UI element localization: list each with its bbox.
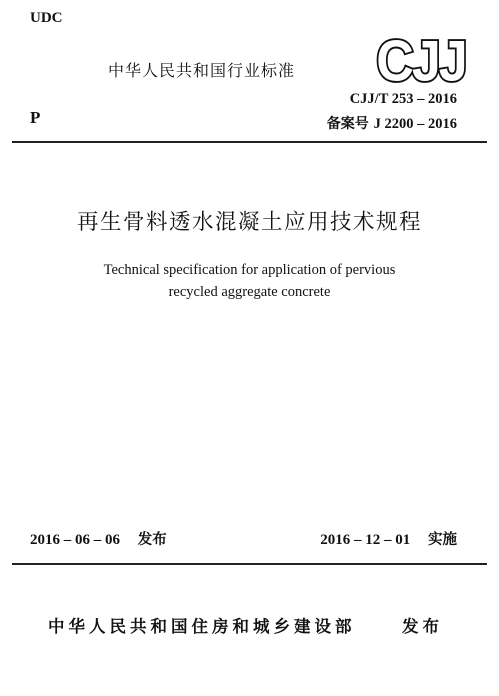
implementation-date — [320, 528, 457, 549]
cjj-logo — [376, 30, 466, 88]
record-label: 备案号 — [326, 116, 369, 132]
record-code: J 2200 – 2016 — [373, 116, 457, 132]
top-divider — [12, 141, 487, 143]
chinese-title: 再生骨料透水混凝土应用技术规程 — [76, 210, 422, 235]
english-title — [0, 259, 499, 303]
issue-date-value: 2016 – 06 – 06 — [30, 532, 120, 548]
bottom-divider — [12, 563, 487, 565]
publisher-name: 中华人民共和国住房和城乡建设部 — [48, 617, 356, 636]
industry-standard-heading: 中华人民共和国行业标准 — [108, 61, 296, 80]
udc-label: UDC — [30, 10, 63, 26]
issue-date-label: 发布 — [137, 532, 167, 548]
english-title-line-1: Technical specification for application of pervious — [103, 262, 396, 278]
category-letter: P — [30, 108, 41, 127]
implementation-date-label: 实施 — [428, 532, 457, 548]
cjj-logo-text: CJJ — [376, 30, 466, 88]
publisher-action: 发布 — [402, 617, 443, 636]
standard-number: CJJ/T 253 – 2016 — [349, 91, 457, 107]
record-number — [327, 113, 457, 133]
issue-date — [30, 528, 167, 549]
english-title-line-2: recycled aggregate concrete — [168, 284, 331, 300]
implementation-date-value: 2016 – 12 – 01 — [320, 532, 411, 548]
